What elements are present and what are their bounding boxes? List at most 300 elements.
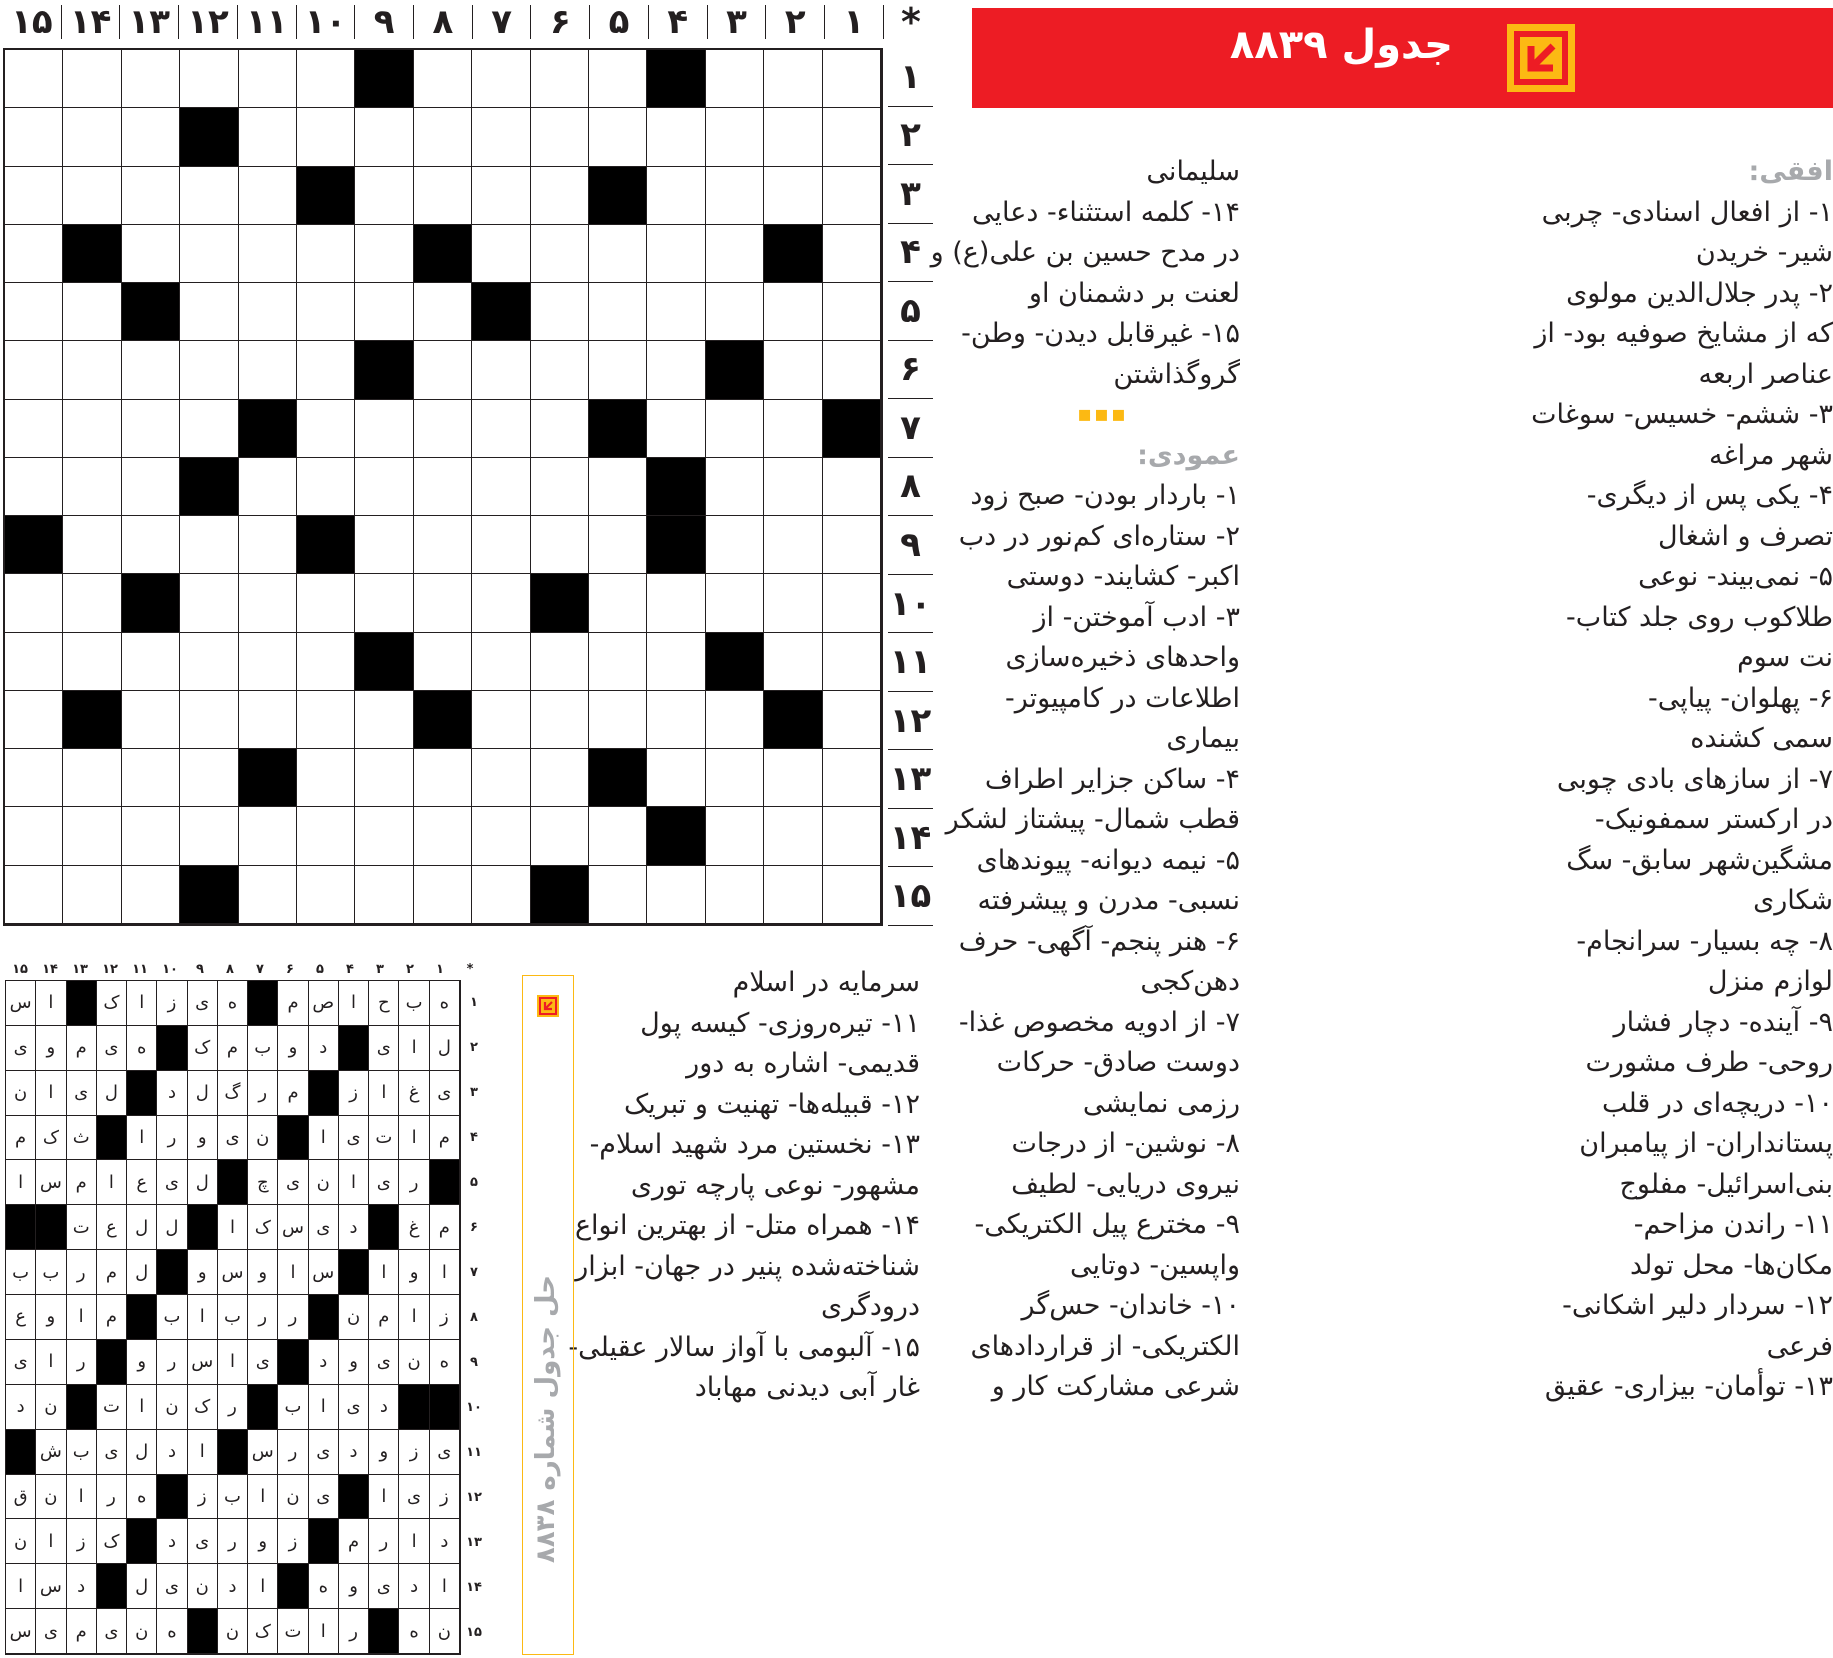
empty-cell[interactable] [239,283,297,341]
empty-cell[interactable] [647,225,705,283]
empty-cell[interactable] [764,574,822,632]
solution-letter: د [339,1205,369,1250]
empty-cell[interactable] [297,50,355,108]
solution-letter: ل [188,1071,218,1116]
empty-cell[interactable] [63,574,121,632]
empty-cell[interactable] [355,807,413,865]
solution-black-cell [67,1385,97,1430]
empty-cell[interactable] [414,866,472,924]
empty-cell[interactable] [472,866,530,924]
empty-cell[interactable] [472,633,530,691]
solution-letter: م [430,1205,460,1250]
empty-cell[interactable] [414,633,472,691]
empty-cell[interactable] [63,50,121,108]
empty-cell[interactable] [414,749,472,807]
row-number: ۱۳ [888,750,933,809]
black-cell [647,50,705,108]
empty-cell[interactable] [531,749,589,807]
empty-cell[interactable] [823,866,881,924]
empty-cell[interactable] [239,807,297,865]
column-number: ۱۴ [62,5,121,39]
empty-cell[interactable] [589,866,647,924]
empty-cell[interactable] [706,866,764,924]
solution-letter: ا [369,1071,399,1116]
empty-cell[interactable] [764,108,822,166]
row-number: ۵ [888,282,933,341]
empty-cell[interactable] [122,633,180,691]
solution-letter: ز [339,1071,369,1116]
empty-cell[interactable] [239,866,297,924]
empty-cell[interactable] [823,283,881,341]
empty-cell[interactable] [355,400,413,458]
black-cell [239,400,297,458]
solution-letter: م [67,1609,97,1654]
empty-cell[interactable] [5,108,63,166]
solution-row-number: ۱۵ [466,1625,482,1640]
clue-line: ۱۱- راندن مزاحم- [1633,1209,1833,1240]
clue-line: اطلاعات در کامپیوتر- [1004,682,1240,714]
solution-letter: ع [127,1160,157,1205]
empty-cell[interactable] [63,633,121,691]
empty-cell[interactable] [764,749,822,807]
empty-cell[interactable] [589,108,647,166]
empty-cell[interactable] [823,458,881,516]
empty-cell[interactable] [297,283,355,341]
empty-cell[interactable] [239,50,297,108]
empty-cell[interactable] [414,50,472,108]
solution-letter: ر [218,1385,248,1430]
empty-cell[interactable] [63,516,121,574]
empty-cell[interactable] [589,341,647,399]
solution-letter: د [157,1430,187,1475]
solution-letter: ا [339,981,369,1026]
solution-black-cell [339,1475,369,1520]
solution-letter: ی [339,1385,369,1430]
empty-cell[interactable] [122,516,180,574]
solution-row-number: ۱۳ [466,1535,482,1550]
empty-cell[interactable] [531,516,589,574]
solution-letter: ی [369,1026,399,1071]
black-cell [764,225,822,283]
row-number: ۱۲ [888,692,933,751]
solution-letter: ل [127,1430,157,1475]
empty-cell[interactable] [5,633,63,691]
clue-line: الکتریکی- از قراردادهای [970,1330,1240,1362]
empty-cell[interactable] [764,341,822,399]
empty-cell[interactable] [706,400,764,458]
empty-cell[interactable] [122,691,180,749]
empty-cell[interactable] [823,574,881,632]
empty-cell[interactable] [472,574,530,632]
solution-black-cell [339,1026,369,1071]
empty-cell[interactable] [647,633,705,691]
empty-cell[interactable] [297,807,355,865]
empty-cell[interactable] [823,807,881,865]
empty-cell[interactable] [5,167,63,225]
empty-cell[interactable] [706,516,764,574]
empty-cell[interactable] [239,691,297,749]
empty-cell[interactable] [5,341,63,399]
empty-cell[interactable] [823,50,881,108]
clue-line: ۱۰- دریچه‌ای در قلب [1601,1087,1833,1119]
empty-cell[interactable] [823,516,881,574]
empty-cell[interactable] [647,866,705,924]
solution-letter: ر [278,1430,308,1475]
empty-cell[interactable] [706,458,764,516]
solution-letter: غ [399,1205,429,1250]
empty-cell[interactable] [414,283,472,341]
solution-letter: ن [6,1519,36,1564]
empty-cell[interactable] [63,866,121,924]
empty-cell[interactable] [297,749,355,807]
empty-cell[interactable] [472,749,530,807]
solution-letter: ل [127,1250,157,1295]
crossword-grid[interactable] [3,48,883,926]
clue-line: ۱۳- نخستین مرد شهید اسلام- [589,1129,920,1160]
empty-cell[interactable] [180,807,238,865]
empty-cell[interactable] [706,691,764,749]
solution-letter: س [6,981,36,1026]
solution-letter: ز [278,1519,308,1564]
solution-letter: ی [36,1609,66,1654]
empty-cell[interactable] [823,691,881,749]
empty-cell[interactable] [764,516,822,574]
empty-cell[interactable] [706,574,764,632]
empty-cell[interactable] [239,167,297,225]
empty-cell[interactable] [706,807,764,865]
empty-cell[interactable] [647,108,705,166]
empty-cell[interactable] [647,400,705,458]
empty-cell[interactable] [122,807,180,865]
solution-letter: غ [399,1071,429,1116]
empty-cell[interactable] [5,866,63,924]
empty-cell[interactable] [180,283,238,341]
empty-cell[interactable] [647,341,705,399]
column-number: ۲ [766,5,825,39]
clue-line: ۱- از افعال اسنادی- چربی [1541,196,1833,228]
empty-cell[interactable] [414,458,472,516]
empty-cell[interactable] [239,341,297,399]
empty-cell[interactable] [706,225,764,283]
solution-letter: ب [36,1250,66,1295]
black-cell [589,167,647,225]
empty-cell[interactable] [531,691,589,749]
solution-letter: ا [369,1250,399,1295]
solution-letter: ر [339,1609,369,1654]
solution-letter: ی [369,1160,399,1205]
black-cell [414,691,472,749]
empty-cell[interactable] [764,50,822,108]
clue-line: مشهور- نوعی پارچه توری [630,1169,920,1201]
solution-letter: ن [430,1609,460,1654]
empty-cell[interactable] [239,574,297,632]
empty-cell[interactable] [472,225,530,283]
empty-cell[interactable] [414,108,472,166]
clue-line: شرعی مشارکت کار و [991,1371,1240,1402]
empty-cell[interactable] [63,108,121,166]
empty-cell[interactable] [297,341,355,399]
empty-cell[interactable] [63,807,121,865]
empty-cell[interactable] [355,225,413,283]
empty-cell[interactable] [63,458,121,516]
empty-cell[interactable] [531,108,589,166]
clue-line: قدیمی- اشاره به دور [686,1048,920,1079]
solution-black-cell [430,1385,460,1430]
solution-letter: ه [127,1026,157,1071]
empty-cell[interactable] [297,225,355,283]
solution-letter: م [369,1295,399,1340]
empty-cell[interactable] [239,458,297,516]
empty-cell[interactable] [531,50,589,108]
empty-cell[interactable] [63,167,121,225]
solution-letter: ت [97,1385,127,1430]
empty-cell[interactable] [297,866,355,924]
empty-cell[interactable] [414,341,472,399]
solution-row-number: ۲ [470,1040,478,1055]
empty-cell[interactable] [647,749,705,807]
empty-cell[interactable] [706,283,764,341]
empty-cell[interactable] [531,400,589,458]
solution-letter: ر [278,1295,308,1340]
empty-cell[interactable] [180,574,238,632]
empty-cell[interactable] [180,341,238,399]
empty-cell[interactable] [63,400,121,458]
empty-cell[interactable] [5,574,63,632]
solution-letter: ا [278,1250,308,1295]
empty-cell[interactable] [414,574,472,632]
clue-line: دهن‌کجی [1140,966,1240,997]
black-cell [531,574,589,632]
solution-letter: ی [157,1160,187,1205]
empty-cell[interactable] [180,167,238,225]
clue-line: ۱۱- تیره‌روزی- کیسه پول [640,1007,920,1039]
black-cell [414,225,472,283]
black-cell [706,633,764,691]
empty-cell[interactable] [823,749,881,807]
empty-cell[interactable] [5,400,63,458]
empty-cell[interactable] [472,341,530,399]
column-number: ۴ [649,5,708,39]
empty-cell[interactable] [5,50,63,108]
empty-cell[interactable] [180,633,238,691]
empty-cell[interactable] [122,225,180,283]
empty-cell[interactable] [122,108,180,166]
empty-cell[interactable] [764,866,822,924]
clue-line: ۸- چه بسیار- سرانجام- [1576,925,1833,957]
empty-cell[interactable] [531,633,589,691]
empty-cell[interactable] [472,458,530,516]
solution-letter: ه [218,981,248,1026]
empty-cell[interactable] [764,458,822,516]
clue-line: ۱۵- غیرقابل دیدن- وطن- [961,318,1240,349]
empty-cell[interactable] [355,283,413,341]
empty-cell[interactable] [589,574,647,632]
solution-letter: د [309,1026,339,1071]
empty-cell[interactable] [531,807,589,865]
solution-letter: ت [369,1116,399,1161]
row-numbers [888,48,933,926]
solution-letter: ن [127,1609,157,1654]
empty-cell[interactable] [122,866,180,924]
solution-letter: ب [218,1295,248,1340]
empty-cell[interactable] [5,225,63,283]
empty-cell[interactable] [823,108,881,166]
empty-cell[interactable] [589,633,647,691]
empty-cell[interactable] [5,283,63,341]
empty-cell[interactable] [297,400,355,458]
empty-cell[interactable] [472,516,530,574]
solution-black-cell [309,1071,339,1116]
empty-cell[interactable] [706,749,764,807]
black-cell [63,225,121,283]
empty-cell[interactable] [647,167,705,225]
column-number: ۸ [414,5,473,39]
empty-cell[interactable] [355,691,413,749]
empty-cell[interactable] [706,167,764,225]
empty-cell[interactable] [355,167,413,225]
empty-cell[interactable] [414,167,472,225]
empty-cell[interactable] [589,225,647,283]
empty-cell[interactable] [589,516,647,574]
empty-cell[interactable] [472,167,530,225]
empty-cell[interactable] [823,633,881,691]
empty-cell[interactable] [5,749,63,807]
empty-cell[interactable] [355,866,413,924]
solution-letter: ن [36,1475,66,1520]
empty-cell[interactable] [63,283,121,341]
empty-cell[interactable] [414,807,472,865]
solution-row-number: ۶ [470,1220,478,1235]
empty-cell[interactable] [297,458,355,516]
empty-cell[interactable] [180,516,238,574]
clue-line: ۳- ادب آموختن- از [1033,601,1240,633]
solution-column-number: ۱ [436,962,444,977]
solution-letter: ی [188,981,218,1026]
solution-letter: ی [430,1071,460,1116]
empty-cell[interactable] [297,108,355,166]
clue-line: در مدح حسین بن علی(ع) و [930,237,1240,268]
clue-line: سلیمانی [1146,156,1240,187]
empty-cell[interactable] [5,807,63,865]
solution-letter: م [278,1071,308,1116]
empty-cell[interactable] [355,108,413,166]
empty-cell[interactable] [589,807,647,865]
empty-cell[interactable] [180,400,238,458]
empty-cell[interactable] [823,167,881,225]
empty-cell[interactable] [239,516,297,574]
empty-cell[interactable] [764,283,822,341]
solution-column-number: ۴ [346,962,354,977]
empty-cell[interactable] [589,458,647,516]
empty-cell[interactable] [472,807,530,865]
empty-cell[interactable] [531,225,589,283]
vertical-clues-continued [568,963,920,1658]
solution-letter: ن [309,1160,339,1205]
empty-cell[interactable] [5,691,63,749]
empty-cell[interactable] [706,108,764,166]
empty-cell[interactable] [63,749,121,807]
empty-cell[interactable] [180,749,238,807]
empty-cell[interactable] [531,458,589,516]
empty-cell[interactable] [239,225,297,283]
empty-cell[interactable] [647,283,705,341]
empty-cell[interactable] [239,108,297,166]
empty-cell[interactable] [764,167,822,225]
empty-cell[interactable] [180,50,238,108]
solution-letter: و [188,1116,218,1161]
black-cell [764,691,822,749]
solution-grid [5,980,461,1655]
empty-cell[interactable] [180,225,238,283]
solution-row-number: ۱۱ [466,1445,482,1460]
empty-cell[interactable] [122,458,180,516]
clue-line: افقی: [1748,156,1833,187]
empty-cell[interactable] [355,516,413,574]
row-number: ۱۵ [888,867,933,926]
solution-letter: س [36,1160,66,1205]
empty-cell[interactable] [764,400,822,458]
solution-letter: ت [67,1205,97,1250]
empty-cell[interactable] [297,691,355,749]
solution-letter: ه [430,981,460,1026]
empty-cell[interactable] [764,633,822,691]
empty-cell[interactable] [63,341,121,399]
empty-cell[interactable] [122,50,180,108]
empty-cell[interactable] [823,341,881,399]
empty-cell[interactable] [297,633,355,691]
empty-cell[interactable] [414,400,472,458]
empty-cell[interactable] [297,574,355,632]
empty-cell[interactable] [5,458,63,516]
empty-cell[interactable] [589,691,647,749]
column-number: ۵ [590,5,649,39]
empty-cell[interactable] [823,225,881,283]
clue-line: لعنت بر دشمنان او [1028,277,1240,309]
empty-cell[interactable] [647,691,705,749]
empty-cell[interactable] [589,50,647,108]
empty-cell[interactable] [647,574,705,632]
empty-cell[interactable] [414,516,472,574]
black-cell [647,458,705,516]
empty-cell[interactable] [122,749,180,807]
empty-cell[interactable] [122,341,180,399]
empty-cell[interactable] [472,400,530,458]
solution-letter: ا [36,1071,66,1116]
empty-cell[interactable] [122,167,180,225]
empty-cell[interactable] [706,50,764,108]
empty-cell[interactable] [180,691,238,749]
solution-letter: و [248,1250,278,1295]
clue-line: عناصر اربعه [1698,358,1833,390]
empty-cell[interactable] [355,749,413,807]
empty-cell[interactable] [355,574,413,632]
empty-cell[interactable] [472,108,530,166]
empty-cell[interactable] [472,691,530,749]
empty-cell[interactable] [472,50,530,108]
empty-cell[interactable] [764,807,822,865]
empty-cell[interactable] [531,167,589,225]
empty-cell[interactable] [122,400,180,458]
solution-black-cell [36,1205,66,1250]
empty-cell[interactable] [355,458,413,516]
empty-cell[interactable] [531,283,589,341]
solution-black-cell [97,1564,127,1609]
clue-line: اکبر- کشایند- دوستی [1006,561,1240,592]
empty-cell[interactable] [589,283,647,341]
solution-letter: ن [36,1385,66,1430]
empty-cell[interactable] [531,341,589,399]
empty-cell[interactable] [239,633,297,691]
